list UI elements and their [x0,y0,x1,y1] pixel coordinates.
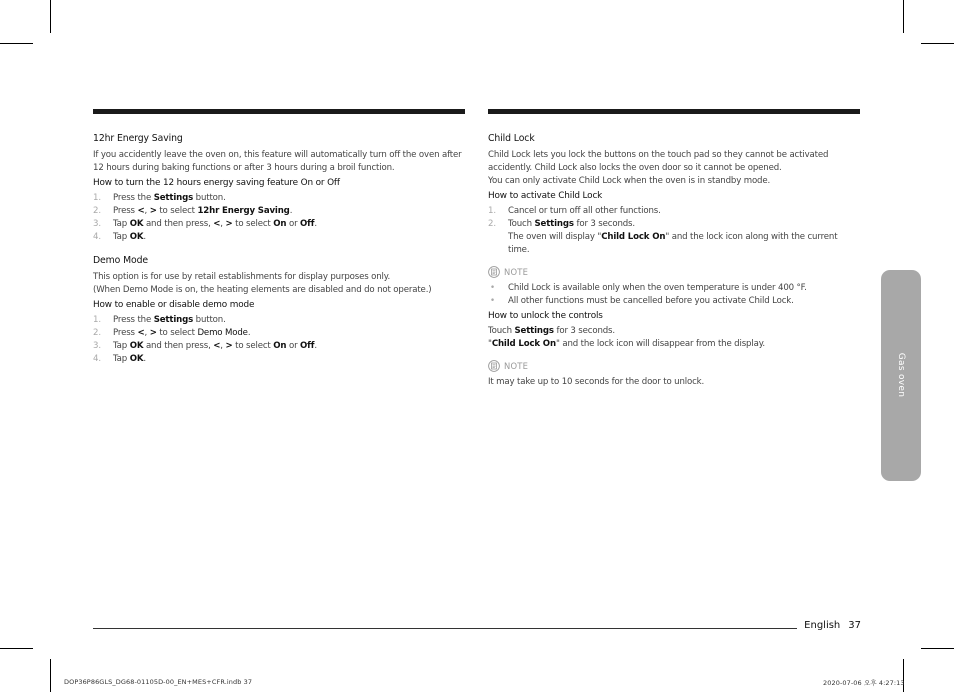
side-tab [881,270,921,481]
note-icon [488,266,500,278]
step-item: 3. Tap OK and then press, <, > to select On or Off. [93,341,317,351]
note-bullets [488,282,860,308]
bullet-item: • Child Lock is available only when the oven temperature is under 400 °F. [490,283,807,293]
step-item: 1. Cancel or turn off all other functions. [488,206,661,216]
right-column [488,109,860,389]
crop-mark [903,659,904,692]
step-item: 1. Press the Settings button. [93,315,226,325]
section-rule [488,109,860,114]
step-item: 3. Tap OK and then press, <, > to select On or Off. [93,219,317,229]
note-label: NOTE [504,361,529,371]
note-text: It may take up to 10 seconds for the door to unlock. [488,377,705,387]
energy-saving-section [93,133,465,244]
note-header [488,360,860,372]
note-header [488,266,860,278]
section-intro: Child Lock lets you lock the buttons on the touch pad so they cannot be activated accidently. Child Lock also locks the oven door so it cannot be opened. [488,150,829,173]
footer-language: English [804,620,841,631]
section-intro: This option is for use by retail establishments for display purposes only. [93,272,391,282]
steps-list [93,192,465,244]
crop-mark [903,0,904,33]
step-item: 4. Tap OK. [93,232,146,242]
step-item: 1. Press the Settings button. [93,193,226,203]
crop-mark [50,659,51,692]
how-to-title: How to activate Child Lock [488,191,603,201]
note-icon [488,360,500,372]
section-intro: (When Demo Mode is on, the heating elements are disabled and do not operate.) [93,285,432,295]
print-slug-date: 2020-07-06 오후 4:27:13 [823,679,905,687]
unlock-line: Touch Settings for 3 seconds. [488,326,615,336]
crop-mark [50,0,51,33]
section-title: 12hr Energy Saving [93,133,183,144]
step-item: 4. Tap OK. [93,354,146,364]
section-intro: If you accidently leave the oven on, this feature will automatically turn off the oven after 12 hours during baking functions or after 3 hours during a broil function. [93,150,462,173]
section-title: Child Lock [488,133,535,144]
section-intro: You can only activate Child Lock when the oven is in standby mode. [488,176,771,186]
steps-list [93,314,465,366]
print-slug-file: DOP36P86GLS_DG68-01105D-00_EN+MES+CFR.indb 37 [64,678,253,686]
section-rule [93,109,465,114]
unlock-line: "Child Lock On" and the lock icon will disappear from the display. [488,339,766,349]
child-lock-section [488,133,860,389]
crop-mark [0,648,33,649]
footer [804,620,861,631]
bullet-item: • All other functions must be cancelled before you activate Child Lock. [490,296,794,306]
how-to-title: How to enable or disable demo mode [93,300,255,310]
step-item: 2. Touch Settings for 3 seconds. The oven will display "Child Lock On" and the lock icon along with the current time. [488,219,838,255]
footer-rule [93,628,797,629]
page-number: 37 [848,620,861,631]
demo-mode-section [93,255,465,366]
note-label: NOTE [504,267,529,277]
steps-list [488,205,860,257]
side-tab-label: Gas oven [896,352,906,398]
how-to-title: How to turn the 12 hours energy saving feature On or Off [93,178,340,188]
crop-mark [921,648,954,649]
left-column [93,109,465,366]
section-title: Demo Mode [93,255,149,266]
crop-mark [921,43,954,44]
step-item: 2. Press <, > to select 12hr Energy Saving. [93,206,293,216]
step-item: 2. Press <, > to select Demo Mode. [93,328,251,338]
how-to-title: How to unlock the controls [488,311,603,321]
crop-mark [0,43,33,44]
